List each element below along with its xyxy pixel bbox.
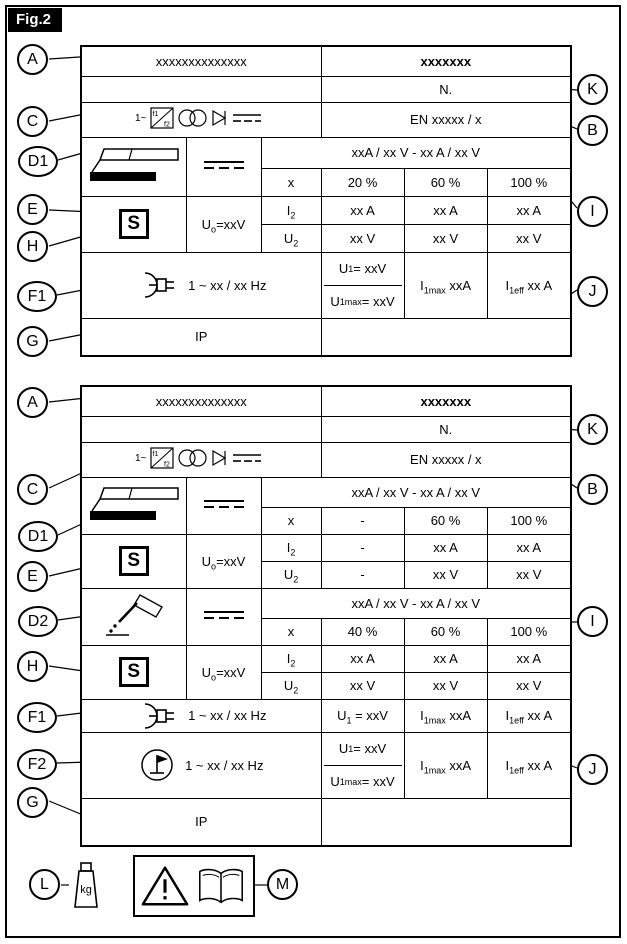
dc-current-icon	[200, 156, 248, 174]
u2-value-cell: xx V	[404, 224, 487, 252]
supply-label: 1 ~ xx / xx Hz	[188, 277, 267, 293]
s-mark-icon: S	[119, 657, 149, 687]
i1max-cell: $I_{1max}$ xxA	[404, 699, 487, 732]
callout-j-1: J	[577, 276, 608, 307]
callout-h-2: H	[17, 651, 48, 682]
callout-l: L	[29, 869, 60, 900]
i1eff-cell: $I_{1eff}$ xx A	[487, 699, 571, 732]
ip-rating-cell: IP	[81, 798, 321, 846]
s-symbol-cell	[81, 645, 186, 699]
callout-h-1: H	[17, 231, 48, 262]
no-load-voltage-cell: $U_o=xxV$	[186, 534, 261, 588]
duty-cycle-value-cell: 100 %	[487, 168, 571, 196]
duty-cycle-value-cell: 60 %	[404, 618, 487, 645]
svg-text:f1: f1	[152, 451, 159, 458]
callout-d1-2: D1	[18, 521, 58, 552]
u2-value-cell: -	[321, 561, 404, 588]
i2-value-cell: xx A	[487, 534, 571, 561]
duty-cycle-value-cell: 100 %	[487, 618, 571, 645]
mains-supply-cell	[81, 252, 321, 318]
dc-output-symbol-cell	[186, 137, 261, 196]
no-load-voltage-cell: $U_o=xxV$	[186, 196, 261, 252]
callout-f2: F2	[17, 749, 57, 780]
u2-value-cell: xx V	[487, 672, 571, 699]
mains-plug-icon	[136, 702, 178, 730]
u2-value-cell: xx V	[404, 672, 487, 699]
standard-cell: EN xxxxx / x	[321, 442, 571, 477]
svg-text:1~: 1~	[135, 113, 147, 124]
u1-stack-cell: U 1 = xxV U 1max = xxV	[321, 252, 404, 318]
i1max-cell: $I_{1max}$ xxA	[404, 732, 487, 798]
model-cell: xxxxxxx	[321, 46, 571, 76]
i2-label-cell: $I_2$	[261, 645, 321, 672]
svg-text:1~: 1~	[135, 453, 147, 464]
welding-range-cell: xxA / xx V - xx A / xx V	[261, 477, 571, 507]
u1-cell: $U_1$ = xxV	[321, 699, 404, 732]
svg-text:f1: f1	[152, 111, 159, 118]
serial-number-cell: N.	[321, 416, 571, 442]
duty-cycle-value-cell: 60 %	[404, 168, 487, 196]
i2-value-cell: -	[321, 534, 404, 561]
u2-label-cell: $U_2$	[261, 672, 321, 699]
callout-d2: D2	[18, 606, 58, 637]
dc-output-symbol-cell	[186, 588, 261, 645]
standard-cell: EN xxxxx / x	[321, 102, 571, 137]
power-source-symbol-cell	[81, 442, 321, 477]
generator-icon	[139, 747, 175, 783]
u2-value-cell: xx V	[321, 672, 404, 699]
callout-a-2: A	[17, 387, 48, 418]
supply-label: 1 ~ xx / xx Hz	[185, 757, 264, 773]
s-symbol-cell	[81, 534, 186, 588]
callout-e-1: E	[17, 194, 48, 225]
i2-value-cell: xx A	[404, 196, 487, 224]
power-source-symbol-cell	[81, 102, 321, 137]
mains-plug-icon	[136, 271, 178, 299]
serial-number-cell: N.	[321, 76, 571, 102]
ip-rating-cell: IP	[81, 318, 321, 356]
mig-process-symbol-cell	[81, 137, 186, 196]
s-symbol-cell	[81, 196, 186, 252]
callout-c-2: C	[17, 474, 48, 505]
manufacturer-cell: xxxxxxxxxxxxxx	[81, 386, 321, 416]
i2-label-cell: $I_2$	[261, 534, 321, 561]
no-load-voltage-cell: $U_o=xxV$	[186, 645, 261, 699]
duty-cycle-value-cell: 60 %	[404, 507, 487, 534]
callout-m: M	[267, 869, 298, 900]
duty-cycle-label-cell: x	[261, 168, 321, 196]
wire-welding-torch-icon	[86, 484, 182, 524]
callout-d1-1: D1	[18, 146, 58, 177]
svg-text:f2: f2	[164, 461, 171, 469]
blank-cell	[81, 76, 321, 102]
dc-current-icon	[200, 606, 248, 624]
duty-cycle-label-cell: x	[261, 618, 321, 645]
i2-value-cell: xx A	[404, 534, 487, 561]
instruction-manual-icon	[194, 864, 248, 908]
u1-stack-cell: U 1 = xxV U 1max = xxV	[321, 732, 404, 798]
transformer-rectifier-icon	[135, 443, 267, 473]
blank-cell	[321, 318, 571, 356]
u2-value-cell: xx V	[321, 224, 404, 252]
callout-f1-2: F1	[17, 702, 57, 733]
blank-cell	[81, 416, 321, 442]
rating-plate-top	[80, 45, 572, 357]
manual-warning-box	[133, 855, 255, 917]
supply-label: 1 ~ xx / xx Hz	[188, 708, 267, 723]
callout-a-1: A	[17, 44, 48, 75]
wire-welding-torch-icon	[86, 145, 182, 185]
blank-cell	[321, 798, 571, 846]
callout-b-2: B	[577, 474, 608, 505]
figure-label: Fig.2	[8, 8, 62, 32]
transformer-rectifier-icon	[135, 103, 267, 133]
callout-i-1: I	[577, 196, 608, 227]
u2-label-cell: $U_2$	[261, 561, 321, 588]
s-mark-icon: S	[119, 546, 149, 576]
warning-triangle-icon	[140, 863, 190, 909]
rating-plate-bottom	[80, 385, 572, 847]
duty-cycle-label-cell: x	[261, 507, 321, 534]
i1eff-cell: $I_{1eff}$ xx A	[487, 732, 571, 798]
u2-value-cell: xx V	[404, 561, 487, 588]
welding-range-cell: xxA / xx V - xx A / xx V	[261, 137, 571, 168]
callout-c-1: C	[17, 106, 48, 137]
generator-supply-cell	[81, 732, 321, 798]
weight-kg-icon	[68, 861, 104, 909]
callout-i-2: I	[577, 606, 608, 637]
manufacturer-cell: xxxxxxxxxxxxxx	[81, 46, 321, 76]
u2-label-cell: $U_2$	[261, 224, 321, 252]
mma-process-symbol-cell	[81, 588, 186, 645]
stick-electrode-icon	[102, 593, 166, 637]
svg-text:f2: f2	[164, 121, 171, 129]
callout-e-2: E	[17, 561, 48, 592]
callout-f1-1: F1	[17, 281, 57, 312]
callout-g-2: G	[17, 787, 48, 818]
i2-value-cell: xx A	[487, 196, 571, 224]
callout-j-2: J	[577, 754, 608, 785]
u2-value-cell: xx V	[487, 224, 571, 252]
i2-value-cell: xx A	[404, 645, 487, 672]
dc-current-icon	[200, 495, 248, 513]
i2-value-cell: xx A	[321, 196, 404, 224]
duty-cycle-value-cell: 100 %	[487, 507, 571, 534]
i1eff-cell: $I_{1eff}$ xx A	[487, 252, 571, 318]
mig-process-symbol-cell	[81, 477, 186, 534]
callout-b-1: B	[577, 115, 608, 146]
u2-value-cell: xx V	[487, 561, 571, 588]
dc-output-symbol-cell	[186, 477, 261, 534]
duty-cycle-value-cell: -	[321, 507, 404, 534]
svg-text:kg: kg	[80, 884, 92, 896]
callout-k-1: K	[577, 74, 608, 105]
i2-value-cell: xx A	[321, 645, 404, 672]
mains-supply-cell	[81, 699, 321, 732]
model-cell: xxxxxxx	[321, 386, 571, 416]
welding-range-cell: xxA / xx V - xx A / xx V	[261, 588, 571, 618]
i2-value-cell: xx A	[487, 645, 571, 672]
s-mark-icon: S	[119, 209, 149, 239]
callout-k-2: K	[577, 414, 608, 445]
duty-cycle-value-cell: 20 %	[321, 168, 404, 196]
i1max-cell: $I_{1max}$ xxA	[404, 252, 487, 318]
duty-cycle-value-cell: 40 %	[321, 618, 404, 645]
callout-g-1: G	[17, 326, 48, 357]
i2-label-cell: $I_2$	[261, 196, 321, 224]
